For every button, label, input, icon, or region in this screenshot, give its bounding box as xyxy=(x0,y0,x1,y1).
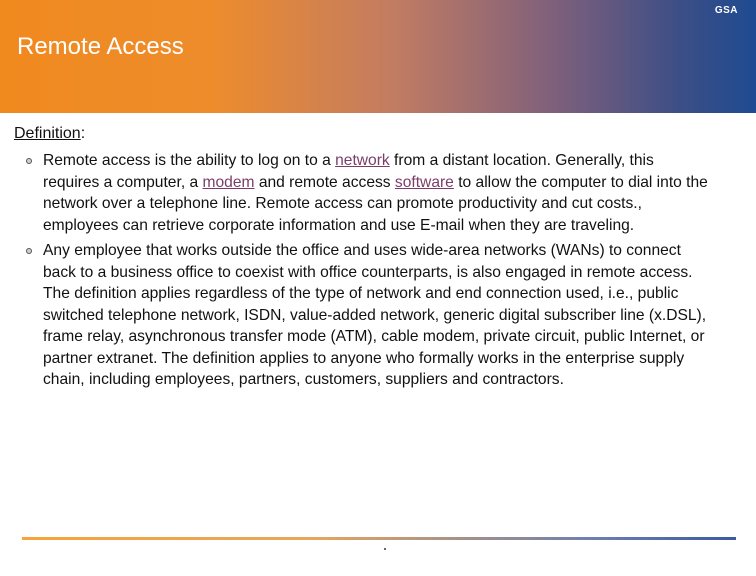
footer-dot xyxy=(384,548,386,550)
bullet-1-text-c: and remote access xyxy=(254,173,395,191)
bullet-icon xyxy=(26,248,32,254)
network-link[interactable]: network xyxy=(335,152,390,169)
bullet-1-text-b: from a distant location. Generally, this requires a computer, a xyxy=(43,152,654,191)
definition-colon: : xyxy=(80,125,86,142)
bullet-2-text: Any employee that works outside the office and uses wide-area networks (WANs) to connect back to a business office to coexist with office counterparts, is also engaged in remote access. The definition applies regardless of the type of network and end connection used, i.e., public switched telephone network, ISDN, value-added network, generic digital subscriber line (x.DSL), frame relay, asynchronous transfer mode (ATM), cable modem, private circuit, public Internet, or partner extranet. The definition applies to anyone who formally works in the enterprise supply chain, including employees, partners, customers, suppliers and contractors. xyxy=(43,242,707,388)
definition-label: Definition xyxy=(14,125,81,142)
org-label: GSA xyxy=(714,5,738,16)
bullet-icon xyxy=(26,158,32,164)
modem-link[interactable]: modem xyxy=(202,173,255,191)
footer-divider xyxy=(22,537,736,540)
slide-content xyxy=(14,124,714,395)
bullet-list xyxy=(14,150,714,391)
software-link[interactable]: software xyxy=(394,173,454,191)
title-banner xyxy=(0,0,756,113)
bullet-item-2 xyxy=(14,240,714,391)
page-title: Remote Access xyxy=(17,33,184,60)
definition-heading xyxy=(14,124,714,144)
bullet-1-text-a: Remote access is the ability to log on to a xyxy=(43,152,336,169)
bullet-item-1 xyxy=(14,150,714,236)
bullet-1-text-d: to allow the computer to dial into the network over a telephone line. Remote access can promote productivity and cut costs., employees can retrieve corporate information and use E-mail when they are traveling. xyxy=(43,173,708,234)
